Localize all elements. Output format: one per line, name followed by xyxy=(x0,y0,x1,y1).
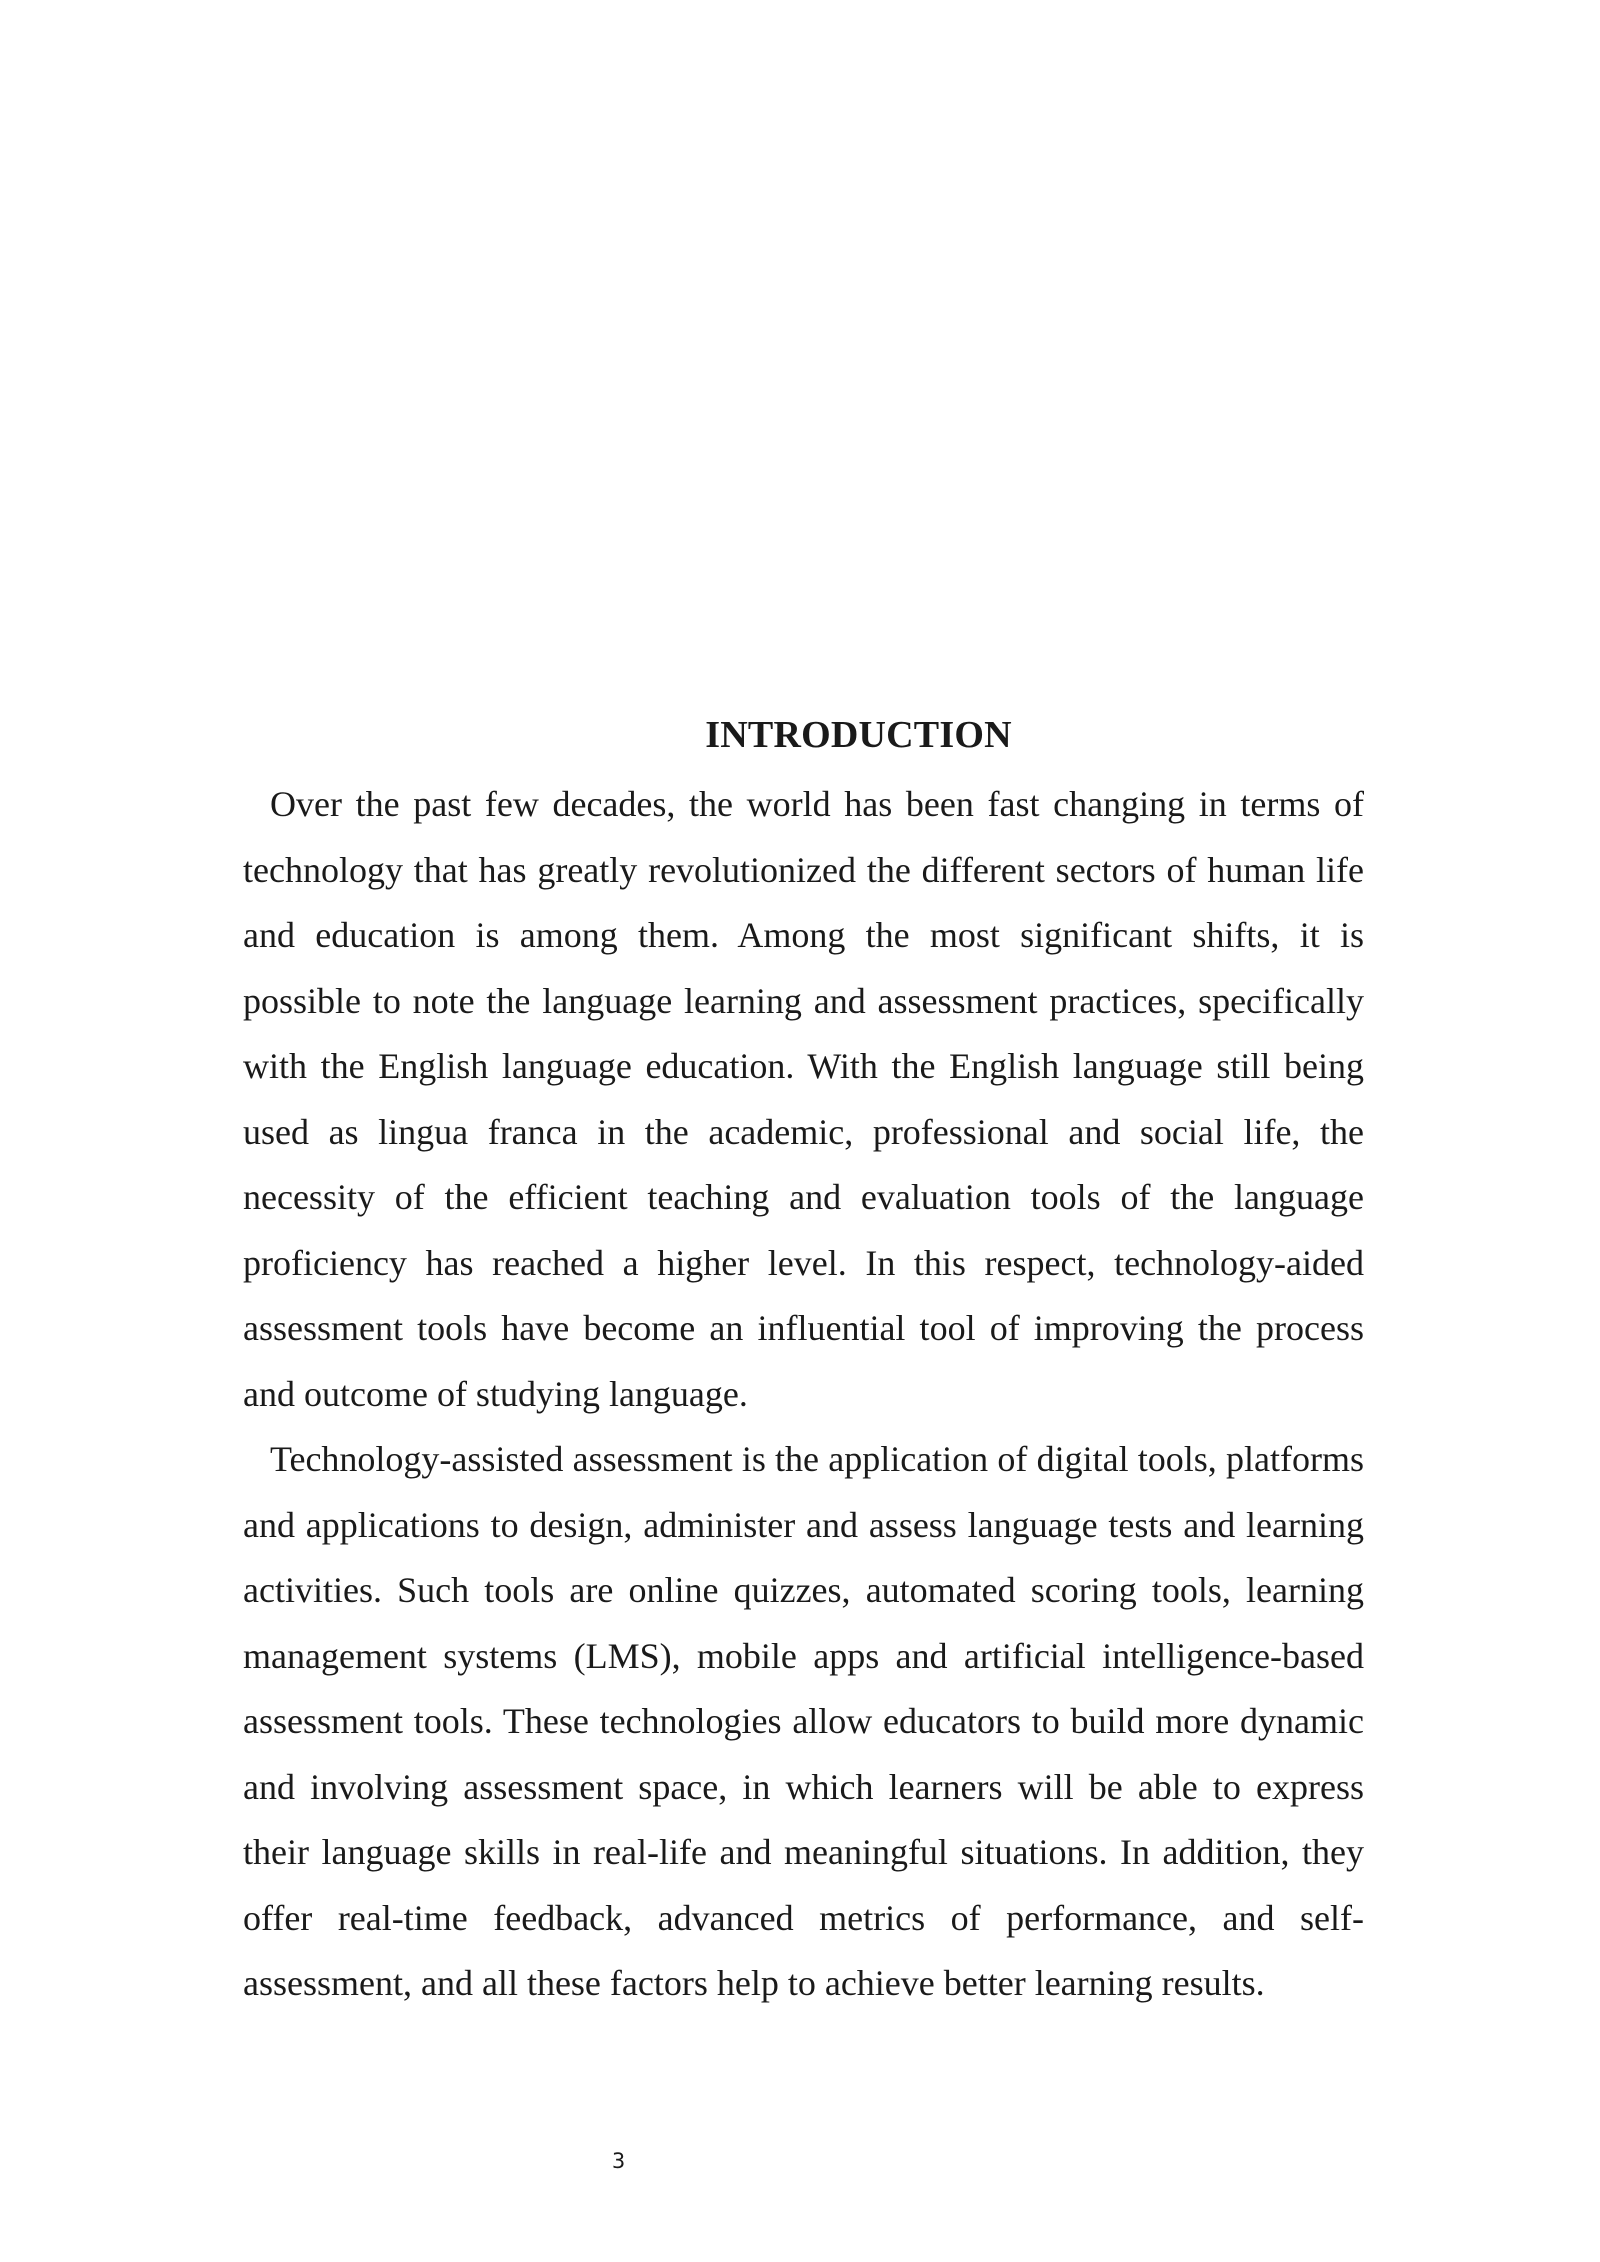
page-number: 3 xyxy=(611,2149,626,2173)
paragraph-2: Technology-assisted assessment is the application of digital tools, platforms and applications to design, administer and assess language tests and learning activities. Such tools are online quizzes, automated scoring tools, learning management systems (LMS), mobile apps and artificial intelligence-based assessment tools. These technologies allow educators to build more dynamic and involving assessment space, in which learners will be able to express their language skills in real-life and meaningful situations. In addition, they offer real-time feedback, advanced metrics of performance, and self-assessment, and all these factors help to achieve better learning results. xyxy=(243,1439,1364,2003)
paragraph-1: Over the past few decades, the world has been fast changing in terms of technology that has greatly revolutionized the different sectors of human life and education is among them. Among the most significant shifts, it is possible to note the language learning and assessment practices, specifically with the English language education. With the English language still being used as lingua franca in the academic, professional and social life, the necessity of the efficient teaching and evaluation tools of the language proficiency has reached a higher level. In this respect, technology-aided assessment tools have become an influential tool of improving the process and outcome of studying language. xyxy=(243,784,1364,1414)
body-text xyxy=(243,772,1364,2017)
section-heading: INTRODUCTION xyxy=(705,714,1012,756)
